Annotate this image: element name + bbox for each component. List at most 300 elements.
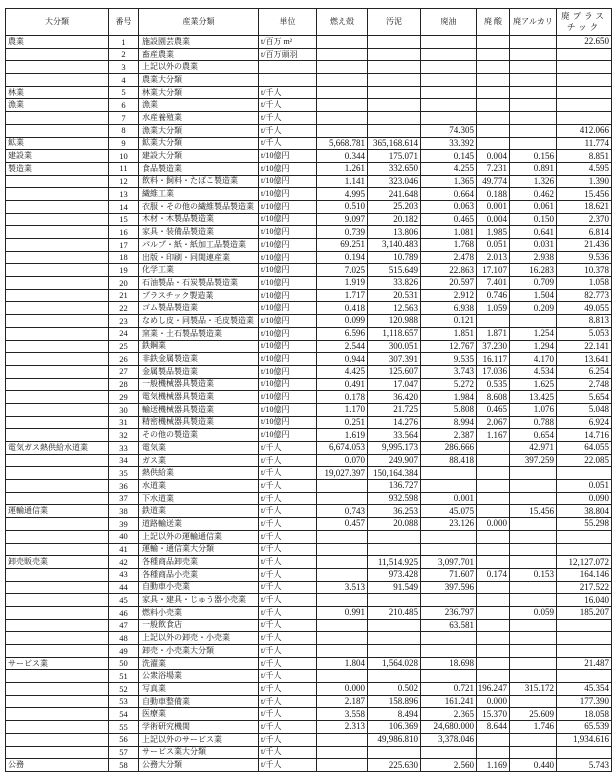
- unit-cell: t/10億円: [259, 176, 317, 189]
- unit-cell: t/千人: [259, 645, 317, 658]
- value-cell-waste-acid: [477, 544, 510, 557]
- value-cell-sludge: 3,140.483: [368, 239, 421, 252]
- row-number-cell: 45: [109, 594, 139, 607]
- value-cell-waste-alkali: [510, 112, 557, 125]
- value-cell-burnt-residue: 0.070: [317, 455, 368, 468]
- value-cell-waste-oil: 236.797: [421, 607, 477, 620]
- major-category-cell: [6, 214, 109, 227]
- value-cell-sludge: 323.046: [368, 176, 421, 189]
- value-cell-waste-oil: 9.535: [421, 353, 477, 366]
- value-cell-waste-plastic: [557, 670, 612, 683]
- value-cell-burnt-residue: [317, 493, 368, 506]
- value-cell-waste-alkali: 1.294: [510, 341, 557, 354]
- major-category-cell: [6, 252, 109, 265]
- value-cell-waste-acid: [477, 112, 510, 125]
- value-cell-waste-alkali: [510, 493, 557, 506]
- value-cell-sludge: [368, 620, 421, 633]
- value-cell-waste-oil: 397.596: [421, 582, 477, 595]
- major-category-cell: [6, 74, 109, 87]
- unit-cell: t/10億円: [259, 429, 317, 442]
- unit-cell: t/千人: [259, 544, 317, 557]
- value-cell-burnt-residue: 0.743: [317, 505, 368, 518]
- value-cell-burnt-residue: [317, 670, 368, 683]
- value-cell-sludge: 106.369: [368, 721, 421, 734]
- row-number-cell: 32: [109, 429, 139, 442]
- value-cell-waste-plastic: 412.066: [557, 125, 612, 138]
- value-cell-waste-plastic: 45.354: [557, 683, 612, 696]
- industry-cell: 道路輸送業: [139, 518, 259, 531]
- value-cell-waste-plastic: 5.053: [557, 328, 612, 341]
- value-cell-waste-alkali: 2.938: [510, 252, 557, 265]
- value-cell-waste-oil: 6.938: [421, 302, 477, 315]
- value-cell-waste-oil: 3,097.701: [421, 556, 477, 569]
- value-cell-burnt-residue: [317, 480, 368, 493]
- value-cell-sludge: 25.203: [368, 201, 421, 214]
- value-cell-waste-alkali: 1.076: [510, 404, 557, 417]
- major-category-cell: [6, 670, 109, 683]
- value-cell-burnt-residue: [317, 734, 368, 747]
- value-cell-waste-plastic: [557, 61, 612, 74]
- row-number-cell: 11: [109, 163, 139, 176]
- value-cell-waste-oil: 45.075: [421, 505, 477, 518]
- value-cell-waste-acid: 2.067: [477, 417, 510, 430]
- unit-cell: t/千人: [259, 708, 317, 721]
- unit-cell: t/10億円: [259, 366, 317, 379]
- value-cell-waste-acid: 0.001: [477, 201, 510, 214]
- value-cell-sludge: 150,164.384: [368, 467, 421, 480]
- value-cell-waste-alkali: 0.031: [510, 239, 557, 252]
- unit-cell: t/10億円: [259, 341, 317, 354]
- value-cell-waste-oil: 74.305: [421, 125, 477, 138]
- header-waste-acid: 廃 酸: [477, 9, 510, 36]
- major-category-cell: [6, 683, 109, 696]
- row-number-cell: 46: [109, 607, 139, 620]
- row-number-cell: 56: [109, 734, 139, 747]
- row-number-cell: 35: [109, 467, 139, 480]
- value-cell-waste-oil: 22.863: [421, 264, 477, 277]
- row-number-cell: 38: [109, 505, 139, 518]
- industry-cell: 各種商品卸売業: [139, 556, 259, 569]
- value-cell-waste-acid: 0.051: [477, 239, 510, 252]
- unit-cell: t/10億円: [259, 239, 317, 252]
- major-category-cell: [6, 264, 109, 277]
- value-cell-burnt-residue: 5,668.781: [317, 138, 368, 151]
- value-cell-burnt-residue: [317, 759, 368, 772]
- value-cell-waste-plastic: [557, 620, 612, 633]
- value-cell-waste-alkali: [510, 544, 557, 557]
- value-cell-waste-oil: 1.365: [421, 176, 477, 189]
- value-cell-waste-acid: 37.230: [477, 341, 510, 354]
- unit-cell: t/千人: [259, 455, 317, 468]
- value-cell-sludge: 515.649: [368, 264, 421, 277]
- value-cell-waste-plastic: 164.146: [557, 569, 612, 582]
- unit-cell: t/千人: [259, 99, 317, 112]
- value-cell-waste-alkali: [510, 747, 557, 760]
- value-cell-waste-plastic: 22.650: [557, 36, 612, 49]
- value-cell-waste-alkali: 0.153: [510, 569, 557, 582]
- major-category-cell: [6, 277, 109, 290]
- value-cell-sludge: 307.391: [368, 353, 421, 366]
- value-cell-sludge: [368, 544, 421, 557]
- major-category-cell: [6, 531, 109, 544]
- industry-cell: 熱供給業: [139, 467, 259, 480]
- value-cell-burnt-residue: 0.991: [317, 607, 368, 620]
- value-cell-waste-oil: [421, 747, 477, 760]
- value-cell-waste-oil: [421, 531, 477, 544]
- value-cell-waste-plastic: 10.378: [557, 264, 612, 277]
- value-cell-waste-acid: 0.000: [477, 518, 510, 531]
- industry-cell: 漁業大分類: [139, 125, 259, 138]
- row-number-cell: 28: [109, 379, 139, 392]
- major-category-cell: [6, 569, 109, 582]
- major-category-cell: [6, 747, 109, 760]
- major-category-cell: 卸売販売業: [6, 556, 109, 569]
- value-cell-waste-oil: 0.145: [421, 150, 477, 163]
- header-waste-plastic: 廃プラスチック: [557, 9, 612, 36]
- value-cell-waste-plastic: 9.536: [557, 252, 612, 265]
- value-cell-burnt-residue: 0.194: [317, 252, 368, 265]
- row-number-cell: 20: [109, 277, 139, 290]
- value-cell-burnt-residue: [317, 36, 368, 49]
- value-cell-sludge: 332.650: [368, 163, 421, 176]
- value-cell-burnt-residue: [317, 544, 368, 557]
- waste-generation-table: [5, 8, 612, 772]
- value-cell-waste-alkali: 13.425: [510, 391, 557, 404]
- value-cell-waste-oil: [421, 670, 477, 683]
- value-cell-waste-alkali: [510, 696, 557, 709]
- value-cell-sludge: 125.607: [368, 366, 421, 379]
- header-waste-oil: 廃油: [421, 9, 477, 36]
- major-category-cell: [6, 201, 109, 214]
- value-cell-waste-oil: 1.851: [421, 328, 477, 341]
- value-cell-waste-acid: 1.871: [477, 328, 510, 341]
- major-category-cell: [6, 544, 109, 557]
- value-cell-sludge: 11,514.925: [368, 556, 421, 569]
- value-cell-waste-oil: [421, 112, 477, 125]
- value-cell-waste-alkali: [510, 36, 557, 49]
- value-cell-waste-acid: [477, 582, 510, 595]
- major-category-cell: [6, 176, 109, 189]
- row-number-cell: 29: [109, 391, 139, 404]
- major-category-cell: [6, 620, 109, 633]
- value-cell-sludge: 1,118.657: [368, 328, 421, 341]
- value-cell-waste-alkali: [510, 74, 557, 87]
- industry-cell: 電気業: [139, 442, 259, 455]
- row-number-cell: 25: [109, 341, 139, 354]
- header-number: 番号: [109, 9, 139, 36]
- header-waste-alkali: 廃アルカリ: [510, 9, 557, 36]
- value-cell-waste-acid: 17.036: [477, 366, 510, 379]
- value-cell-burnt-residue: 1.717: [317, 290, 368, 303]
- row-number-cell: 57: [109, 747, 139, 760]
- value-cell-waste-oil: 33.392: [421, 138, 477, 151]
- value-cell-waste-alkali: [510, 518, 557, 531]
- row-number-cell: 51: [109, 670, 139, 683]
- value-cell-burnt-residue: [317, 747, 368, 760]
- industry-cell: 衣服・その他の繊維製品製造業: [139, 201, 259, 214]
- industry-cell: プラスチック製造業: [139, 290, 259, 303]
- industry-cell: 精密機械器具製造業: [139, 417, 259, 430]
- value-cell-waste-alkali: [510, 315, 557, 328]
- value-cell-waste-alkali: 4.534: [510, 366, 557, 379]
- value-cell-waste-acid: [477, 74, 510, 87]
- value-cell-waste-acid: [477, 505, 510, 518]
- value-cell-burnt-residue: 2.313: [317, 721, 368, 734]
- row-number-cell: 7: [109, 112, 139, 125]
- row-number-cell: 33: [109, 442, 139, 455]
- value-cell-waste-oil: 0.465: [421, 214, 477, 227]
- value-cell-waste-alkali: 0.059: [510, 607, 557, 620]
- value-cell-sludge: 20.088: [368, 518, 421, 531]
- value-cell-sludge: 36.420: [368, 391, 421, 404]
- value-cell-burnt-residue: 1.261: [317, 163, 368, 176]
- unit-cell: t/10億円: [259, 150, 317, 163]
- row-number-cell: 12: [109, 176, 139, 189]
- value-cell-burnt-residue: 0.739: [317, 226, 368, 239]
- major-category-cell: [6, 594, 109, 607]
- value-cell-waste-oil: 18.698: [421, 658, 477, 671]
- value-cell-waste-plastic: 6.254: [557, 366, 612, 379]
- value-cell-waste-oil: 0.063: [421, 201, 477, 214]
- value-cell-waste-plastic: 65.539: [557, 721, 612, 734]
- value-cell-waste-plastic: 4.595: [557, 163, 612, 176]
- industry-cell: 輸送機械器具製造業: [139, 404, 259, 417]
- unit-cell: t/10億円: [259, 379, 317, 392]
- value-cell-waste-plastic: [557, 467, 612, 480]
- value-cell-waste-acid: 7.231: [477, 163, 510, 176]
- value-cell-waste-acid: 0.174: [477, 569, 510, 582]
- value-cell-burnt-residue: [317, 99, 368, 112]
- major-category-cell: 製造業: [6, 163, 109, 176]
- value-cell-burnt-residue: [317, 49, 368, 62]
- value-cell-waste-plastic: 217.522: [557, 582, 612, 595]
- value-cell-waste-plastic: [557, 747, 612, 760]
- value-cell-waste-alkali: [510, 125, 557, 138]
- value-cell-waste-alkali: 0.150: [510, 214, 557, 227]
- unit-cell: t/千人: [259, 620, 317, 633]
- unit-cell: t/千人: [259, 696, 317, 709]
- value-cell-sludge: [368, 670, 421, 683]
- value-cell-waste-alkali: 0.462: [510, 188, 557, 201]
- value-cell-waste-alkali: 1.746: [510, 721, 557, 734]
- industry-cell: 木材・木製品製造業: [139, 214, 259, 227]
- industry-cell: 食品製造業: [139, 163, 259, 176]
- value-cell-waste-alkali: [510, 632, 557, 645]
- value-cell-waste-plastic: 22.141: [557, 341, 612, 354]
- value-cell-burnt-residue: 0.344: [317, 150, 368, 163]
- value-cell-waste-oil: [421, 61, 477, 74]
- unit-cell: t/10億円: [259, 277, 317, 290]
- industry-cell: 飲料・飼料・たばこ製造業: [139, 176, 259, 189]
- value-cell-burnt-residue: [317, 569, 368, 582]
- value-cell-waste-plastic: 13.641: [557, 353, 612, 366]
- industry-cell: 医療業: [139, 708, 259, 721]
- major-category-cell: [6, 328, 109, 341]
- value-cell-waste-plastic: 38.804: [557, 505, 612, 518]
- value-cell-waste-plastic: 16.040: [557, 594, 612, 607]
- value-cell-waste-alkali: 1.254: [510, 328, 557, 341]
- value-cell-sludge: 49,986.810: [368, 734, 421, 747]
- value-cell-sludge: 8.494: [368, 708, 421, 721]
- value-cell-waste-alkali: [510, 670, 557, 683]
- value-cell-sludge: 300.051: [368, 341, 421, 354]
- major-category-cell: [6, 429, 109, 442]
- value-cell-waste-oil: 20.597: [421, 277, 477, 290]
- row-number-cell: 16: [109, 226, 139, 239]
- value-cell-burnt-residue: 0.251: [317, 417, 368, 430]
- header-major-category: 大分類: [6, 9, 109, 36]
- value-cell-waste-plastic: 2.370: [557, 214, 612, 227]
- unit-cell: t/千人: [259, 658, 317, 671]
- row-number-cell: 41: [109, 544, 139, 557]
- value-cell-waste-acid: [477, 467, 510, 480]
- value-cell-sludge: [368, 61, 421, 74]
- value-cell-sludge: 210.485: [368, 607, 421, 620]
- value-cell-waste-oil: 4.255: [421, 163, 477, 176]
- value-cell-burnt-residue: [317, 594, 368, 607]
- major-category-cell: 林業: [6, 87, 109, 100]
- value-cell-waste-acid: 7.401: [477, 277, 510, 290]
- value-cell-waste-acid: [477, 49, 510, 62]
- row-number-cell: 52: [109, 683, 139, 696]
- unit-cell: t/10億円: [259, 264, 317, 277]
- value-cell-waste-acid: [477, 138, 510, 151]
- row-number-cell: 47: [109, 620, 139, 633]
- value-cell-sludge: 175.071: [368, 150, 421, 163]
- row-number-cell: 31: [109, 417, 139, 430]
- value-cell-sludge: 13.806: [368, 226, 421, 239]
- major-category-cell: 鉱業: [6, 138, 109, 151]
- major-category-cell: [6, 226, 109, 239]
- major-category-cell: [6, 708, 109, 721]
- value-cell-burnt-residue: 0.418: [317, 302, 368, 315]
- value-cell-waste-oil: 24,680.000: [421, 721, 477, 734]
- unit-cell: t/千人: [259, 569, 317, 582]
- value-cell-waste-alkali: 1.326: [510, 176, 557, 189]
- major-category-cell: [6, 353, 109, 366]
- row-number-cell: 34: [109, 455, 139, 468]
- value-cell-waste-plastic: [557, 632, 612, 645]
- industry-cell: 自動車整備業: [139, 696, 259, 709]
- value-cell-burnt-residue: 1.619: [317, 429, 368, 442]
- value-cell-waste-oil: 161.241: [421, 696, 477, 709]
- major-category-cell: 建設業: [6, 150, 109, 163]
- value-cell-waste-plastic: 55.298: [557, 518, 612, 531]
- value-cell-waste-plastic: 6.814: [557, 226, 612, 239]
- value-cell-sludge: [368, 99, 421, 112]
- value-cell-sludge: [368, 594, 421, 607]
- value-cell-waste-acid: [477, 747, 510, 760]
- unit-cell: [259, 61, 317, 74]
- value-cell-waste-alkali: [510, 645, 557, 658]
- value-cell-waste-oil: [421, 632, 477, 645]
- value-cell-sludge: 1,564.028: [368, 658, 421, 671]
- value-cell-sludge: 20.531: [368, 290, 421, 303]
- value-cell-waste-alkali: 0.440: [510, 759, 557, 772]
- value-cell-burnt-residue: 6,674.053: [317, 442, 368, 455]
- value-cell-sludge: 33.564: [368, 429, 421, 442]
- value-cell-waste-oil: [421, 544, 477, 557]
- row-number-cell: 15: [109, 214, 139, 227]
- value-cell-waste-alkali: 315.172: [510, 683, 557, 696]
- value-cell-sludge: 225.630: [368, 759, 421, 772]
- industry-cell: 上記以外の卸売・小売業: [139, 632, 259, 645]
- value-cell-waste-acid: [477, 455, 510, 468]
- value-cell-waste-alkali: 0.788: [510, 417, 557, 430]
- unit-cell: t/千人: [259, 721, 317, 734]
- value-cell-waste-oil: 5.272: [421, 379, 477, 392]
- unit-cell: t/千人: [259, 493, 317, 506]
- industry-cell: 自動車小売業: [139, 582, 259, 595]
- value-cell-burnt-residue: [317, 531, 368, 544]
- industry-cell: 化学工業: [139, 264, 259, 277]
- major-category-cell: 運輸通信業: [6, 505, 109, 518]
- major-category-cell: 漁業: [6, 99, 109, 112]
- row-number-cell: 23: [109, 315, 139, 328]
- major-category-cell: [6, 341, 109, 354]
- value-cell-waste-oil: 286.666: [421, 442, 477, 455]
- value-cell-burnt-residue: 2.187: [317, 696, 368, 709]
- value-cell-waste-acid: [477, 87, 510, 100]
- value-cell-waste-alkali: [510, 480, 557, 493]
- value-cell-waste-alkali: [510, 594, 557, 607]
- value-cell-sludge: 21.725: [368, 404, 421, 417]
- value-cell-waste-plastic: 0.090: [557, 493, 612, 506]
- value-cell-waste-plastic: 18.058: [557, 708, 612, 721]
- value-cell-waste-oil: 2.387: [421, 429, 477, 442]
- value-cell-sludge: 33.826: [368, 277, 421, 290]
- industry-cell: 卸売・小売業大分類: [139, 645, 259, 658]
- value-cell-sludge: 91.549: [368, 582, 421, 595]
- value-cell-waste-plastic: 15.456: [557, 188, 612, 201]
- value-cell-burnt-residue: 0.457: [317, 518, 368, 531]
- value-cell-waste-oil: 0.121: [421, 315, 477, 328]
- value-cell-waste-acid: [477, 645, 510, 658]
- value-cell-waste-plastic: 0.051: [557, 480, 612, 493]
- unit-cell: t/10億円: [259, 302, 317, 315]
- unit-cell: t/千人: [259, 531, 317, 544]
- value-cell-burnt-residue: 0.178: [317, 391, 368, 404]
- value-cell-waste-alkali: 15.456: [510, 505, 557, 518]
- value-cell-waste-alkali: [510, 61, 557, 74]
- row-number-cell: 10: [109, 150, 139, 163]
- major-category-cell: [6, 455, 109, 468]
- major-category-cell: [6, 734, 109, 747]
- industry-cell: 公衆浴場業: [139, 670, 259, 683]
- unit-cell: t/千人: [259, 480, 317, 493]
- value-cell-burnt-residue: 4.995: [317, 188, 368, 201]
- value-cell-burnt-residue: 1.170: [317, 404, 368, 417]
- industry-cell: 非鉄金属製造業: [139, 353, 259, 366]
- industry-cell: 電気機械器具製造業: [139, 391, 259, 404]
- row-number-cell: 42: [109, 556, 139, 569]
- major-category-cell: [6, 239, 109, 252]
- value-cell-waste-alkali: [510, 658, 557, 671]
- value-cell-sludge: 36.253: [368, 505, 421, 518]
- value-cell-waste-alkali: 0.156: [510, 150, 557, 163]
- header-unit: 単位: [259, 9, 317, 36]
- row-number-cell: 5: [109, 87, 139, 100]
- row-number-cell: 21: [109, 290, 139, 303]
- value-cell-waste-acid: 8.644: [477, 721, 510, 734]
- unit-cell: t/10億円: [259, 226, 317, 239]
- value-cell-waste-acid: 49.774: [477, 176, 510, 189]
- value-cell-waste-plastic: 11.774: [557, 138, 612, 151]
- value-cell-waste-alkali: [510, 467, 557, 480]
- value-cell-waste-plastic: 21.436: [557, 239, 612, 252]
- value-cell-sludge: [368, 74, 421, 87]
- value-cell-waste-alkali: [510, 138, 557, 151]
